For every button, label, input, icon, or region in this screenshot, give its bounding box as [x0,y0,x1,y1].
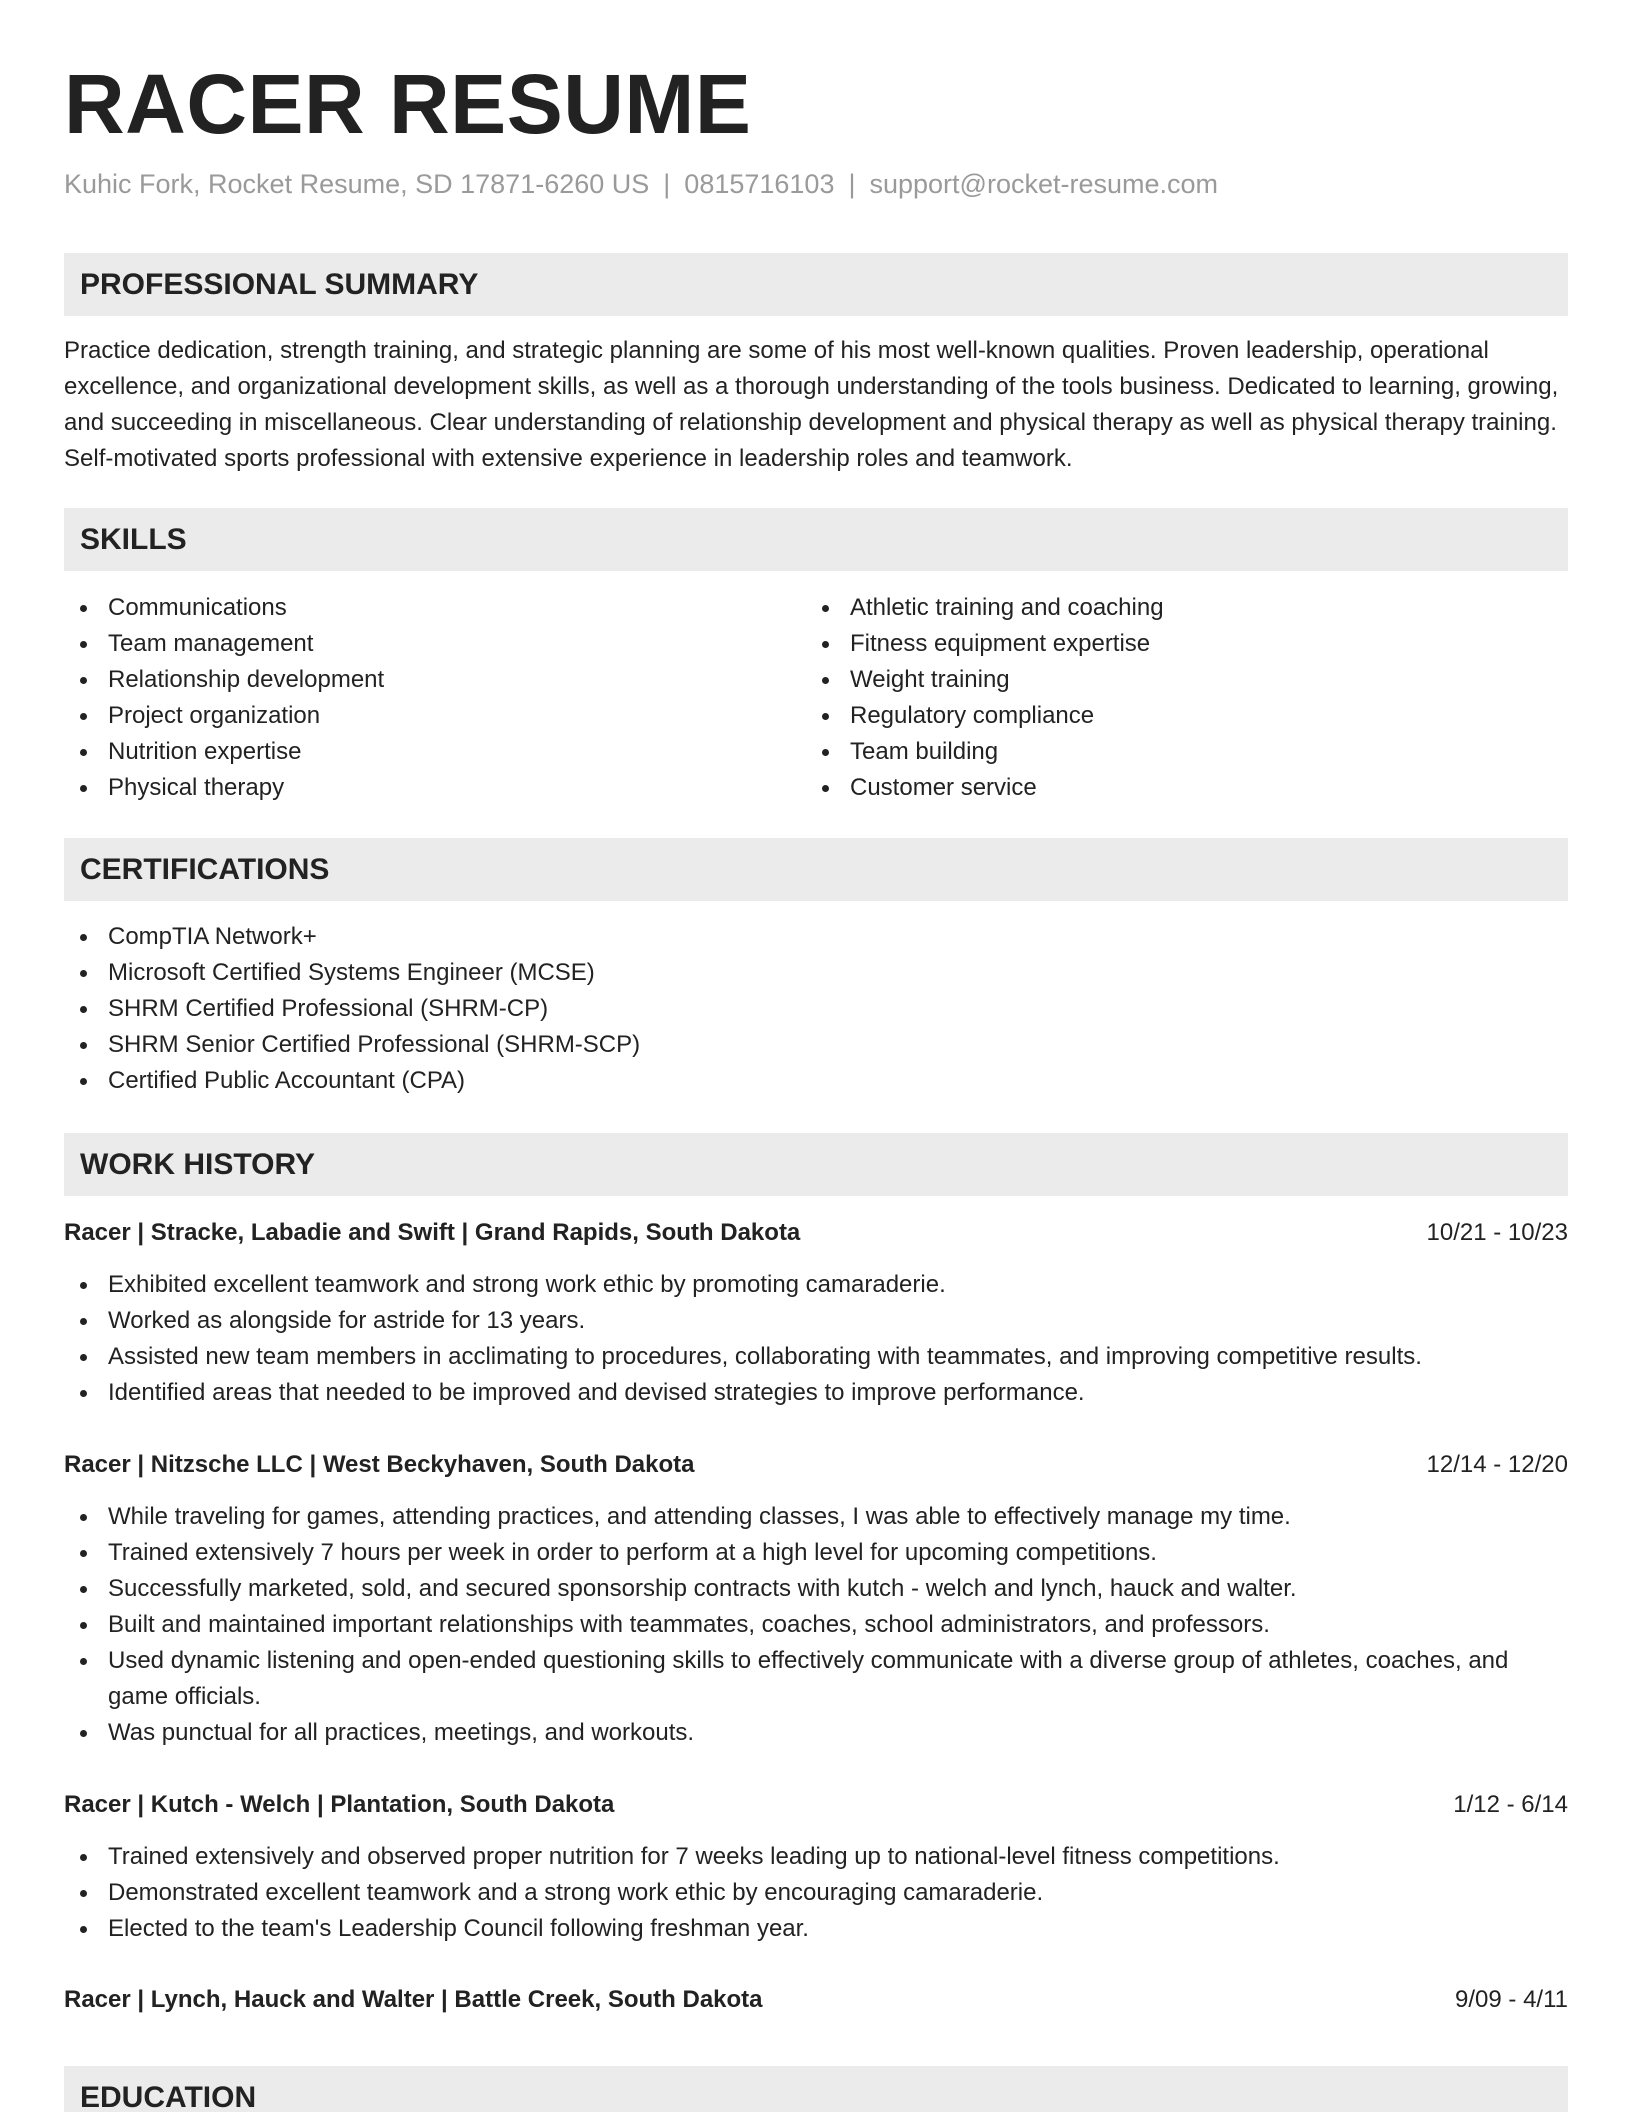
section-header-summary: PROFESSIONAL SUMMARY [64,253,1568,316]
job-bullet: Used dynamic listening and open-ended questioning skills to effectively communicate with a diverse group of athletes, coaches, and game officials. [64,1643,1568,1715]
section-header-work-history: WORK HISTORY [64,1133,1568,1196]
contact-line [64,166,1218,202]
job-title: Racer | Stracke, Labadie and Swift | Grand Rapids, South Dakota [64,1219,801,1246]
skill-item: Physical therapy [64,770,804,806]
summary-text: Practice dedication, strength training, and strategic planning are some of his most well-known qualities. Proven leadership, operational excellence, and organizational development skills, as well as a thorough understanding of the tools business. Dedicated to learning, growing, and succeeding in miscellaneous. Clear understanding of relationship development and physical therapy as well as physical therapy training. Self-motivated sports professional with extensive experience in leadership roles and teamwork. [64,337,1559,472]
skill-item: Team building [806,734,1546,770]
job-bullets [64,1499,1568,1751]
certifications-list [64,919,1568,1099]
job-title: Racer | Lynch, Hauck and Walter | Battle Creek, South Dakota [64,1986,763,2013]
contact-separator: | [848,169,856,199]
section-header-certifications: CERTIFICATIONS [64,838,1568,901]
skill-item: Project organization [64,698,804,734]
job-dates: 9/09 - 4/11 [1455,1986,1568,2013]
resume-name: RACER RESUME [64,57,752,151]
certification-item: Certified Public Accountant (CPA) [64,1063,1568,1099]
certification-item: CompTIA Network+ [64,919,1568,955]
skill-item: Fitness equipment expertise [806,626,1546,662]
job-bullet: Was punctual for all practices, meetings, and workouts. [64,1715,1568,1751]
job-dates: 1/12 - 6/14 [1453,1791,1568,1818]
certification-item: Microsoft Certified Systems Engineer (MCSE) [64,955,1568,991]
job-bullet: Trained extensively and observed proper nutrition for 7 weeks leading up to national-level fitness competitions. [64,1839,1568,1875]
skill-item: Weight training [806,662,1546,698]
skill-item: Customer service [806,770,1546,806]
job-title: Racer | Kutch - Welch | Plantation, South Dakota [64,1791,615,1818]
job-bullet: Worked as alongside for astride for 13 years. [64,1303,1568,1339]
job-bullet: Built and maintained important relationships with teammates, coaches, school administrators, and professors. [64,1607,1568,1643]
job-bullet: Identified areas that needed to be improved and devised strategies to improve performance. [64,1375,1568,1411]
skills-list-right [806,590,1546,806]
certification-item: SHRM Certified Professional (SHRM-CP) [64,991,1568,1027]
job-bullets [64,1267,1568,1411]
section-header-education: EDUCATION [64,2066,1568,2112]
job-bullet: Elected to the team's Leadership Council following freshman year. [64,1911,1568,1947]
skill-item: Athletic training and coaching [806,590,1546,626]
contact-phone: 0815716103 [684,169,835,199]
skill-item: Team management [64,626,804,662]
skill-item: Regulatory compliance [806,698,1546,734]
skill-item: Communications [64,590,804,626]
job-bullet: While traveling for games, attending practices, and attending classes, I was able to effectively manage my time. [64,1499,1568,1535]
job-title: Racer | Nitzsche LLC | West Beckyhaven, South Dakota [64,1451,695,1478]
job-dates: 10/21 - 10/23 [1426,1219,1568,1246]
contact-separator: | [663,169,671,199]
job-bullet: Exhibited excellent teamwork and strong work ethic by promoting camaraderie. [64,1267,1568,1303]
certification-item: SHRM Senior Certified Professional (SHRM-SCP) [64,1027,1568,1063]
job-bullet: Assisted new team members in acclimating to procedures, collaborating with teammates, and improving competitive results. [64,1339,1568,1375]
contact-email: support@rocket-resume.com [869,169,1219,199]
job-bullets [64,1839,1568,1947]
job-bullet: Successfully marketed, sold, and secured sponsorship contracts with kutch - welch and lynch, hauck and walter. [64,1571,1568,1607]
job-bullet: Demonstrated excellent teamwork and a strong work ethic by encouraging camaraderie. [64,1875,1568,1911]
job-dates: 12/14 - 12/20 [1426,1451,1568,1478]
contact-address: Kuhic Fork, Rocket Resume, SD 17871-6260 US [64,169,650,199]
job-bullet: Trained extensively 7 hours per week in order to perform at a high level for upcoming competitions. [64,1535,1568,1571]
skills-list-left [64,590,804,806]
skill-item: Relationship development [64,662,804,698]
section-header-skills: SKILLS [64,508,1568,571]
skill-item: Nutrition expertise [64,734,804,770]
